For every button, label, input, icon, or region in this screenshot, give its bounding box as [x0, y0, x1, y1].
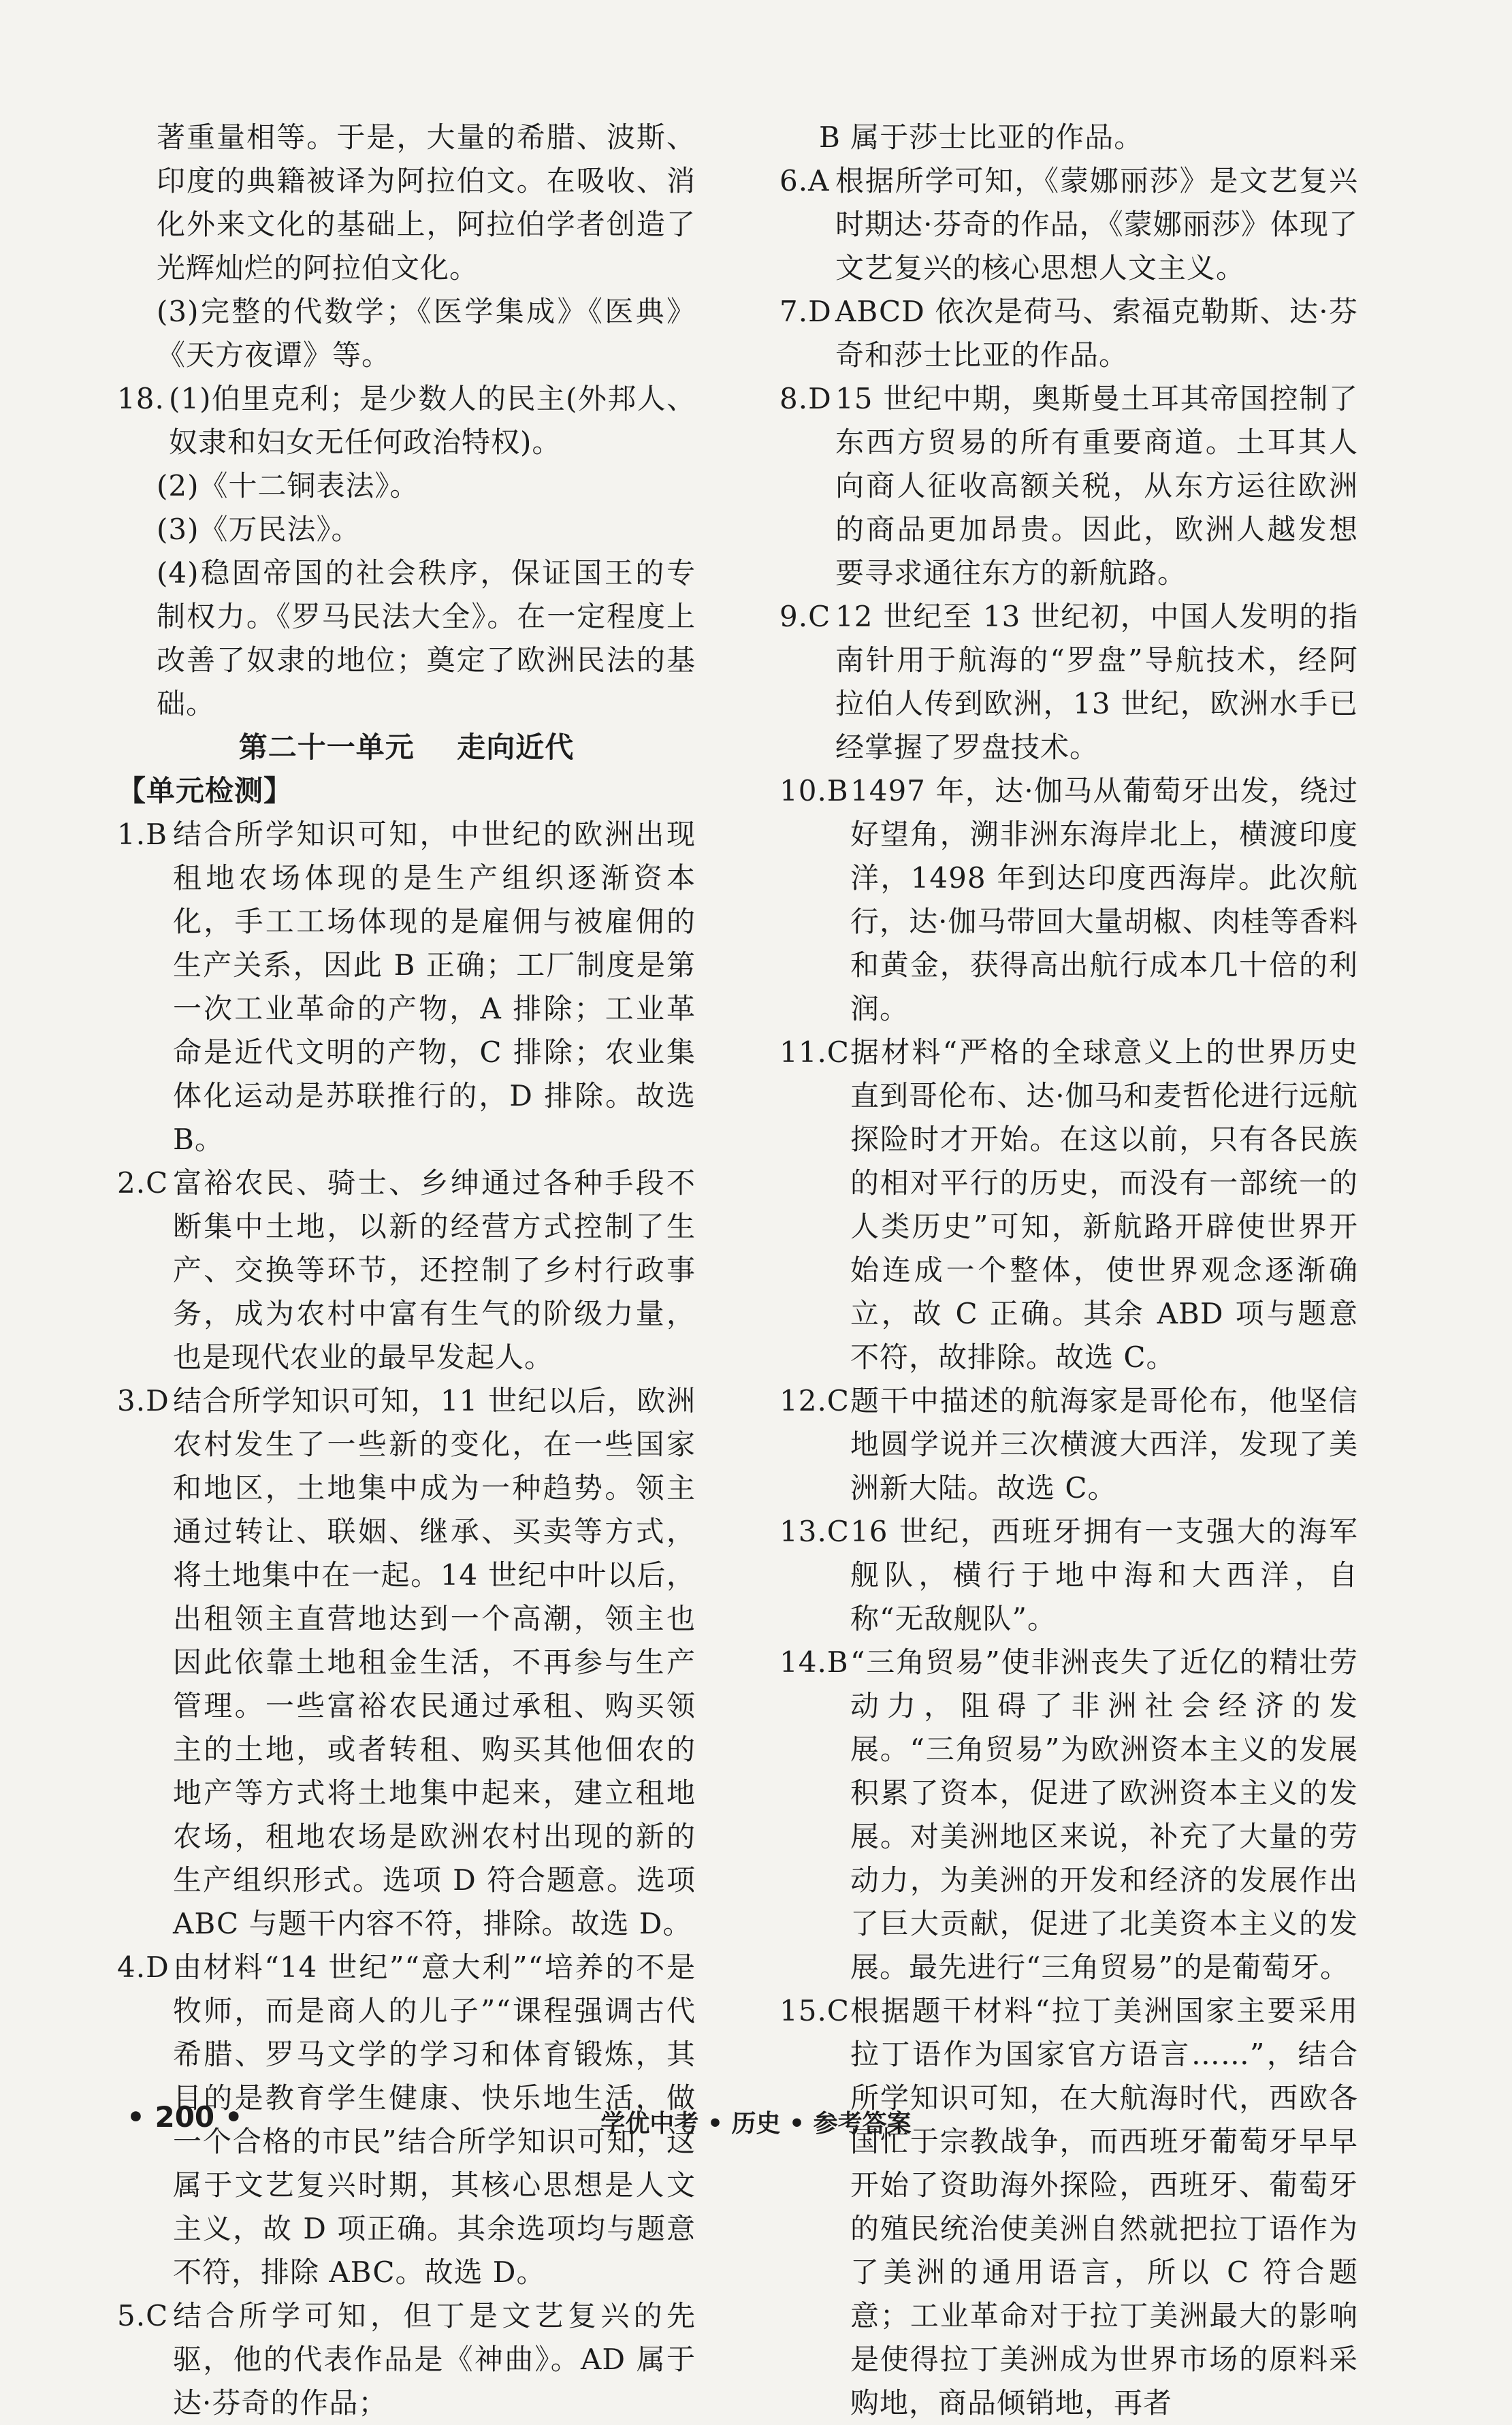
answer-label: 4.D: [117, 1950, 170, 1984]
answer-explanation: 结合所学知识可知，中世纪的欧洲出现租地农场体现的是生产组织逐渐资本化，手工工场体现的是雇佣与被雇佣的生产关系，因此 B 正确；工厂制度是第一次工业革命的产物，A 排除；工业革命是近代文明的产物，C 排除；农业集体化运动是苏联推行的，D 排除。故选 B。: [173, 818, 696, 1156]
answer-item: [779, 1379, 1358, 1510]
answer-explanation: 富裕农民、骑士、乡绅通过各种手段不断集中土地，以新的经营方式控制了生产、交换等环节，还控制了乡村行政事务，成为农村中富有生气的阶级力量，也是现代农业的最早发起人。: [173, 1166, 696, 1374]
page-footer: [0, 2100, 1512, 2141]
answer-item: [117, 1379, 696, 1946]
footer-title: 学优中考 • 历史 • 参考答案: [600, 2110, 912, 2138]
answer-explanation: 15 世纪中期，奥斯曼土耳其帝国控制了东西方贸易的所有重要商道。土耳其人向商人征收高额关税，从东方运往欧洲的商品更加昂贵。因此，欧洲人越发想要寻求通往东方的新航路。: [835, 382, 1358, 590]
answer-explanation: 题干中描述的航海家是哥伦布，他坚信地圆学说并三次横渡大西洋，发现了美洲新大陆。故选 C。: [850, 1384, 1358, 1505]
answer-item: [779, 159, 1358, 290]
answer-label: 14.B: [779, 1645, 849, 1679]
answer-18-1: (1)伯里克利；是少数人的民主(外邦人、奴隶和妇女无任何政治特权)。: [169, 382, 696, 459]
right-column: [779, 116, 1358, 2425]
unit-title: 第二十一单元 走向近代: [238, 730, 575, 764]
answer-label: 10.B: [779, 774, 849, 807]
answer-item: [117, 813, 696, 1161]
answer-item: [779, 769, 1358, 1031]
answer-item: [779, 1031, 1358, 1379]
section-header: 【单元检测】: [117, 774, 293, 807]
answer-explanation: 12 世纪至 13 世纪初，中国人发明的指南针用于航海的“罗盘”导航技术，经阿拉伯人传到欧洲，13 世纪，欧洲水手已经掌握了罗盘技术。: [835, 600, 1358, 764]
answer-item: [779, 290, 1358, 377]
answer-label: 2.C: [117, 1166, 169, 1200]
answer-number: 18.: [117, 382, 165, 415]
left-column: [117, 116, 696, 2425]
answer-item: [779, 377, 1358, 595]
answer-item: [779, 595, 1358, 769]
answer-explanation: 根据所学可知，《蒙娜丽莎》是文艺复兴时期达·芬奇的作品，《蒙娜丽莎》体现了文艺复兴的核心思想人文主义。: [835, 164, 1358, 285]
answer-item: [117, 2294, 696, 2425]
answer-explanation: 16 世纪，西班牙拥有一支强大的海军舰队，横行于地中海和大西洋，自称“无敌舰队”。: [850, 1515, 1358, 1635]
answer-17-3: (3)完整的代数学；《医学集成》《医典》《天方夜谭》等。: [157, 295, 696, 372]
answer-explanation: 根据题干材料“拉丁美洲国家主要采用拉丁语作为国家官方语言……”，结合所学知识可知，在大航海时代，西欧各国忙于宗教战争，而西班牙葡萄牙早早开始了资助海外探险，西班牙、葡萄牙的殖民统治使美洲自然就把拉丁语作为了美洲的通用语言，所以 C 符合题意；工业革命对于拉丁美洲最大的影响是使得拉丁美洲成为世界市场的原料采购地，商品倾销地，再者: [850, 1994, 1358, 2420]
answer-explanation: 据材料“严格的全球意义上的世界历史直到哥伦布、达·伽马和麦哲伦进行远航探险时才开始。在这以前，只有各民族的相对平行的历史，而没有一部统一的人类历史”可知，新航路开辟使世界开始连成一个整体，使世界观念逐渐确立，故 C 正确。其余 ABD 项与题意不符，故排除。故选 C。: [850, 1035, 1358, 1374]
answer-explanation: 结合所学可知，但丁是文艺复兴的先驱，他的代表作品是《神曲》。AD 属于达·芬奇的作品；: [173, 2299, 696, 2420]
answer-label: 5.C: [117, 2299, 169, 2332]
answer-18-4: (4)稳固帝国的社会秩序，保证国王的专制权力。《罗马民法大全》。在一定程度上改善了奴隶的地位；奠定了欧洲民法的基础。: [157, 556, 696, 720]
answer-label: 12.C: [779, 1384, 850, 1417]
answer-18-3: (3)《万民法》。: [157, 513, 361, 546]
answer-item: [779, 1641, 1358, 1989]
answer-item: [779, 1510, 1358, 1641]
answer-label: 15.C: [779, 1994, 850, 2027]
answer-label: 11.C: [779, 1035, 850, 1069]
answer-18-2: (2)《十二铜表法》。: [157, 469, 419, 502]
answer-explanation: 由材料“14 世纪”“意大利”“培养的不是牧师，而是商人的儿子”“课程强调古代希腊、罗马文学的学习和体育锻炼，其目的是教育学生健康、快乐地生活，做一个合格的市民”结合所学知识可知，这属于文艺复兴时期，其核心思想是人文主义，故 D 项正确。其余选项均与题意不符，排除 ABC。故选 D。: [173, 1950, 696, 2289]
answer-label: 13.C: [779, 1515, 850, 1548]
answer-explanation: “三角贸易”使非洲丧失了近亿的精壮劳动力，阻碍了非洲社会经济的发展。“三角贸易”为欧洲资本主义的发展积累了资本，促进了欧洲资本主义的发展。对美洲地区来说，补充了大量的劳动力，为美洲的开发和经济的发展作出了巨大贡献，促进了北美资本主义的发展。最先进行“三角贸易”的是葡萄牙。: [850, 1645, 1358, 1984]
continued-paragraph: 著重量相等。于是，大量的希腊、波斯、印度的典籍被译为阿拉伯文。在吸收、消化外来文化的基础上，阿拉伯学者创造了光辉灿烂的阿拉伯文化。: [157, 121, 696, 285]
answer-label: 9.C: [779, 600, 831, 633]
page-number: • 200 •: [127, 2100, 243, 2134]
answer-label: 1.B: [117, 818, 167, 851]
answer-item: [117, 1161, 696, 1379]
answer-explanation: ABCD 依次是荷马、索福克勒斯、达·芬奇和莎士比亚的作品。: [835, 295, 1358, 372]
continued-paragraph: B 属于莎士比亚的作品。: [819, 121, 1144, 154]
answer-label: 3.D: [117, 1384, 170, 1417]
answer-label: 6.A: [779, 164, 830, 197]
answer-18: [117, 377, 696, 464]
answer-label: 8.D: [779, 382, 832, 415]
answer-explanation: 1497 年，达·伽马从葡萄牙出发，绕过好望角，溯非洲东海岸北上，横渡印度洋，1498 年到达印度西海岸。此次航行，达·伽马带回大量胡椒、肉桂等香料和黄金，获得高出航行成本几十倍的利润。: [850, 774, 1358, 1025]
answer-item: [779, 1989, 1358, 2425]
answer-label: 7.D: [779, 295, 832, 328]
answer-explanation: 结合所学知识可知，11 世纪以后，欧洲农村发生了一些新的变化，在一些国家和地区，土地集中成为一种趋势。领主通过转让、联姻、继承、买卖等方式，将土地集中在一起。14 世纪中叶以后，出租领主直营地达到一个高潮，领主也因此依靠土地租金生活，不再参与生产管理。一些富裕农民通过承租、购买领主的土地，或者转租、购买其他佃农的地产等方式将土地集中起来，建立租地农场，租地农场是欧洲农村出现的新的生产组织形式。选项 D 符合题意。选项 ABC 与题干内容不符，排除。故选 D。: [173, 1384, 696, 1940]
